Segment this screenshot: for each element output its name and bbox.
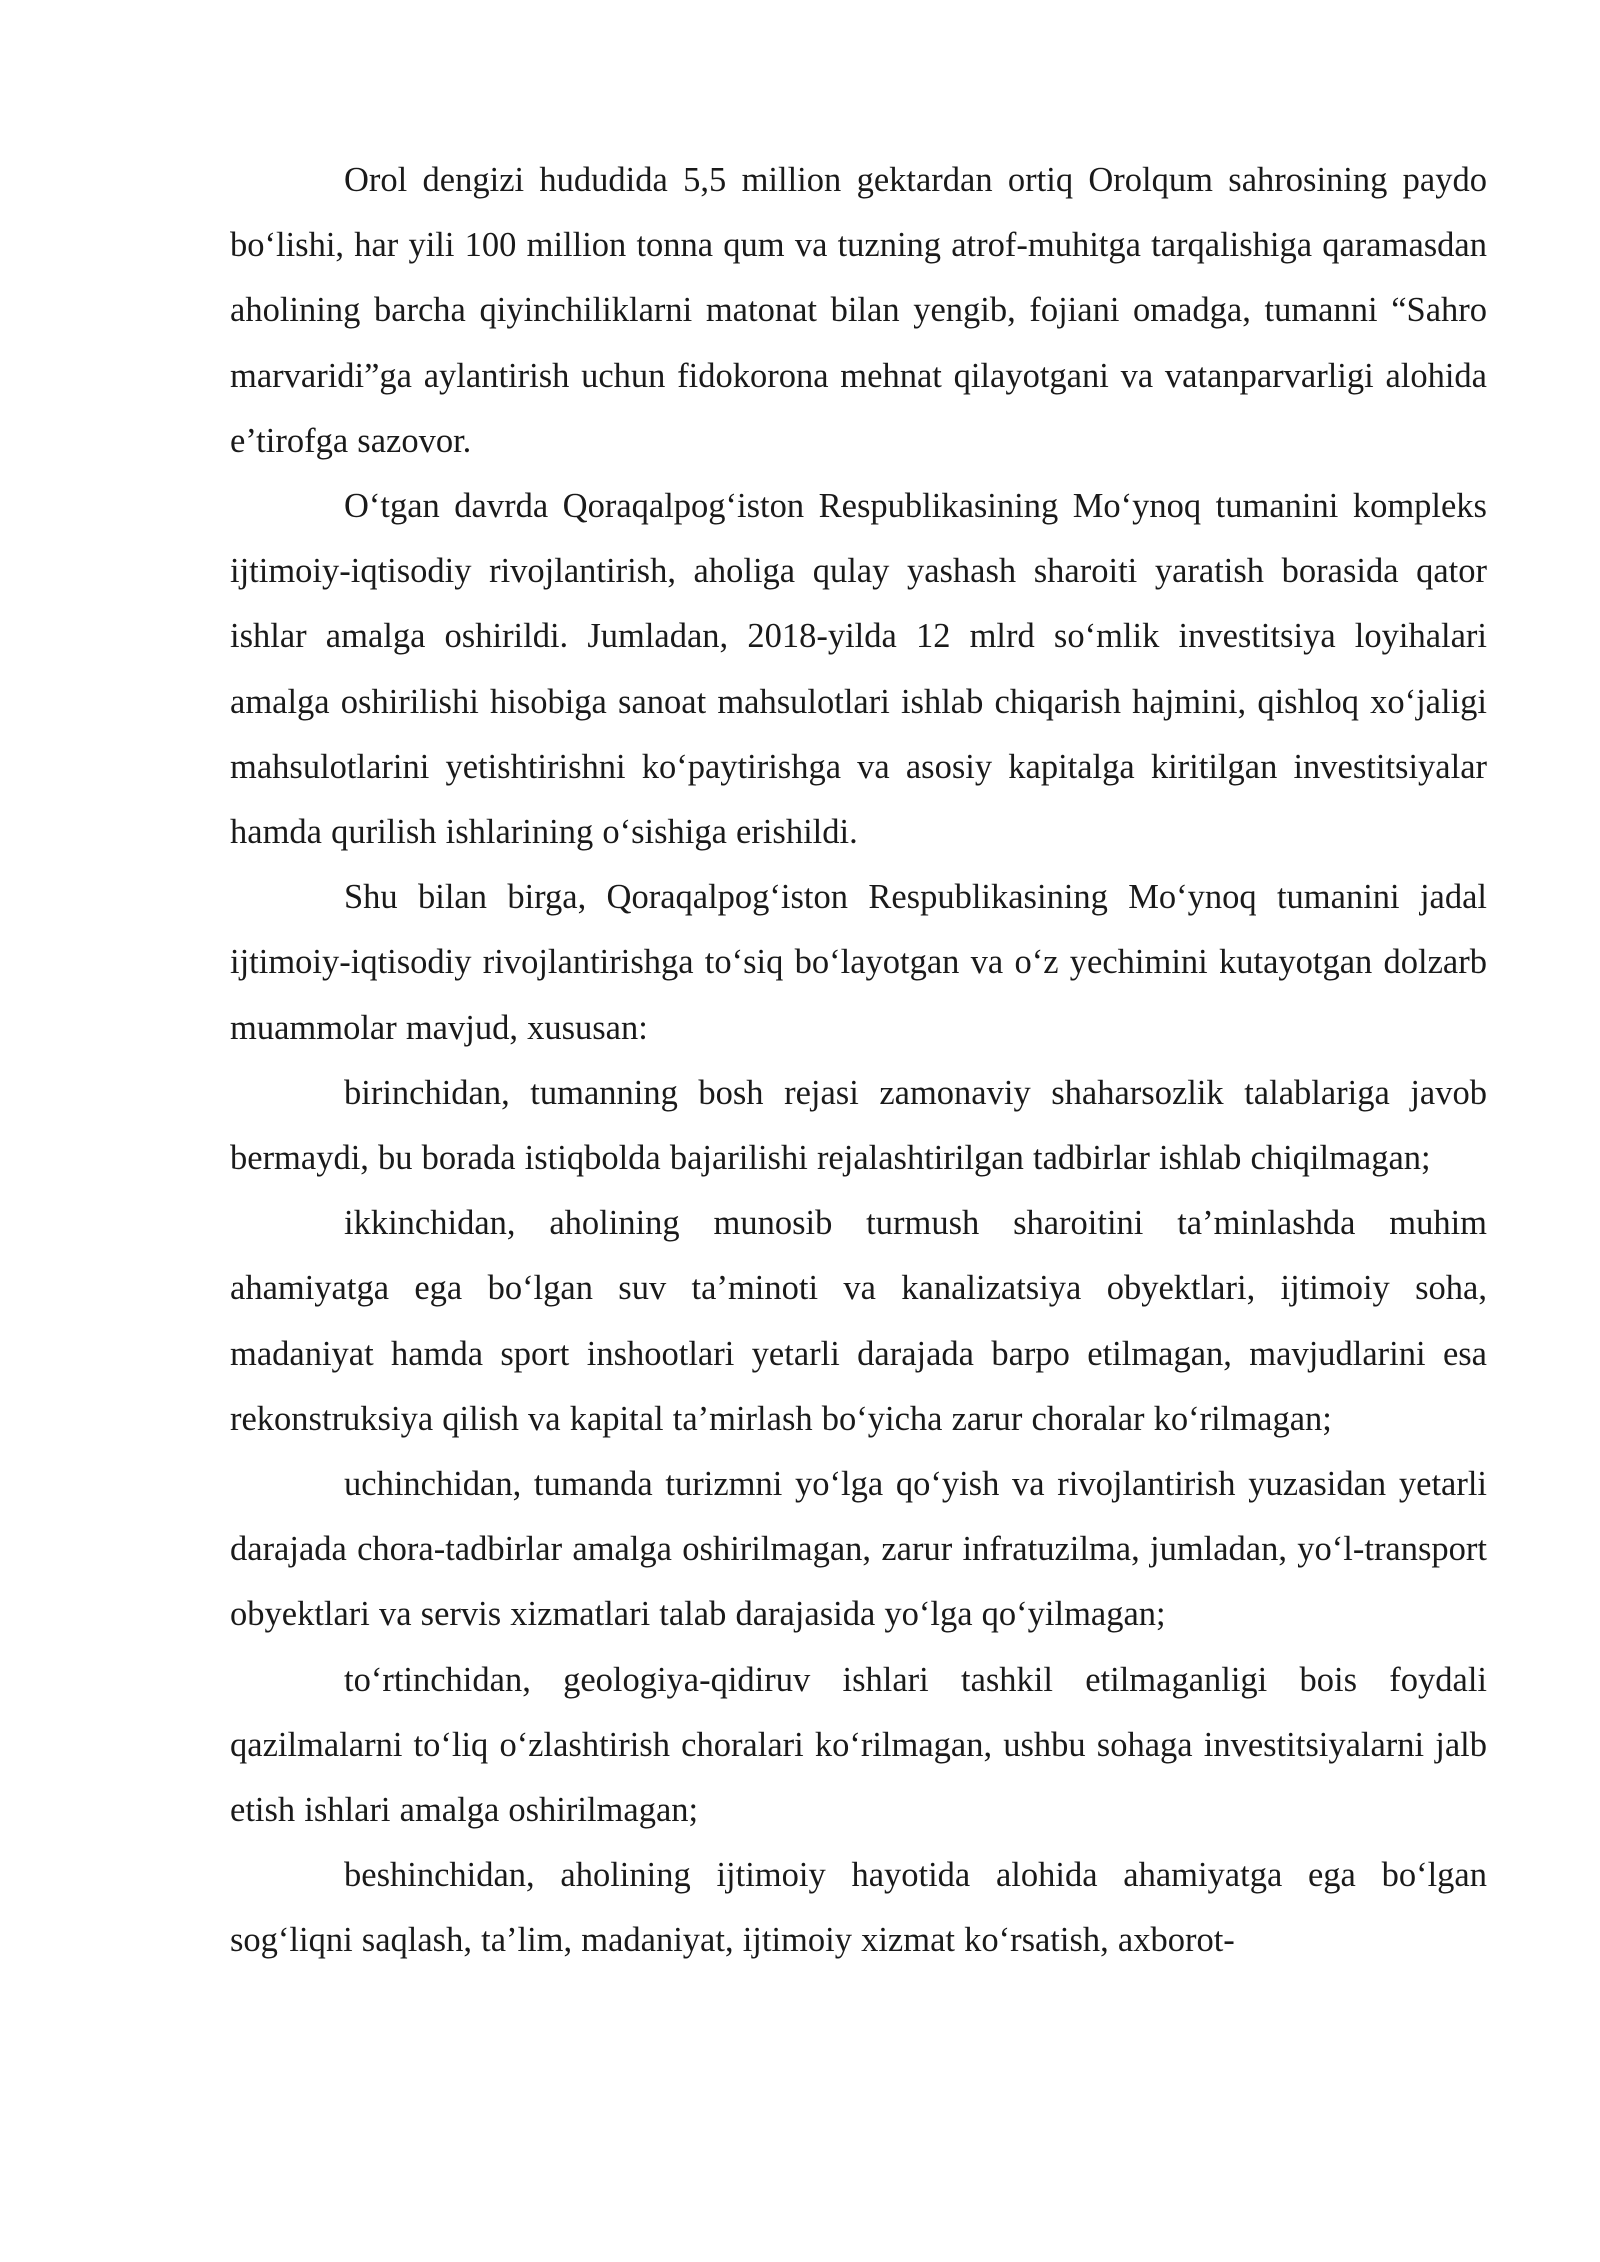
list-item-fifth: beshinchidan, aholining ijtimoiy hayotida alohida ahamiyatga ega bo‘lgan sog‘liqni saqlash, ta’lim, madaniyat, ijtimoiy xizmat ko‘rsatish, axborot- bbox=[230, 1856, 1487, 1960]
list-item-first: birinchidan, tumanning bosh rejasi zamonaviy shaharsozlik talablariga javob bermaydi, bu borada istiqbolda bajarilishi rejalashtirilgan tadbirlar ishlab chiqilmagan; bbox=[230, 1073, 1487, 1178]
list-item-second: ikkinchidan, aholining munosib turmush sharoitini ta’minlashda muhim ahamiyatga ega bo‘lgan suv ta’minoti va kanalizatsiya obyektlari, ijtimoiy soha, madaniyat hamda sport inshootlari yetarli darajada barpo etilmagan, mavjudlarini esa rekonstruksiya qilish va kapital ta’mirlash bo‘yicha zarur choralar ko‘rilmagan; bbox=[230, 1204, 1487, 1438]
list-item-fourth: to‘rtinchidan, geologiya-qidiruv ishlari tashkil etilmaganligi bois foydali qazilmalarni to‘liq o‘zlashtirish choralari ko‘rilmagan, ushbu sohaga investitsiyalarni jalb etish ishlari amalga oshirilmagan; bbox=[230, 1660, 1487, 1830]
list-item-third: uchinchidan, tumanda turizmni yo‘lga qo‘yish va rivojlantirish yuzasidan yetarli darajada chora-tadbirlar amalga oshirilmagan, zarur infratuzilma, jumladan, yo‘l-transport obyektlari va servis xizmatlari talab darajasida yo‘lga qo‘yilmagan; bbox=[230, 1465, 1487, 1634]
document-page bbox=[230, 148, 1487, 1974]
paragraph-past-period: O‘tgan davrda Qoraqalpog‘iston Respublikasining Mo‘ynoq tumanini kompleks ijtimoiy-iqtisodiy rivojlantirish, aholiga qulay yashash sharoiti yaratish borasida qator ishlar amalga oshirildi. Jumladan, 2018-yilda 12 mlrd so‘mlik investitsiya loyihalari amalga oshirilishi hisobiga sanoat mahsulotlari ishlab chiqarish hajmini, qishloq xo‘jaligi mahsulotlarini yetishtirishni ko‘paytirishga va asosiy kapitalga kiritilgan investitsiyalar hamda qurilish ishlarining o‘sishiga erishildi. bbox=[230, 487, 1487, 852]
paragraph-aral-sea: Orol dengizi hududida 5,5 million gektardan ortiq Orolqum sahrosining paydo bo‘lishi, har yili 100 million tonna qum va tuzning atrof-muhitga tarqalishiga qaramasdan aholining barcha qiyinchiliklarni matonat bilan yengib, fojiani omadga, tumanni “Sahro marvaridi”ga aylantirish uchun fidokorona mehnat qilayotgani va vatanparvarligi alohida e’tirofga sazovor. bbox=[230, 161, 1487, 460]
paragraph-problems-intro: Shu bilan birga, Qoraqalpog‘iston Respublikasining Mo‘ynoq tumanini jadal ijtimoiy-iqtisodiy rivojlantirishga to‘siq bo‘layotgan va o‘z yechimini kutayotgan dolzarb muammolar mavjud, xususan: bbox=[230, 878, 1487, 1047]
